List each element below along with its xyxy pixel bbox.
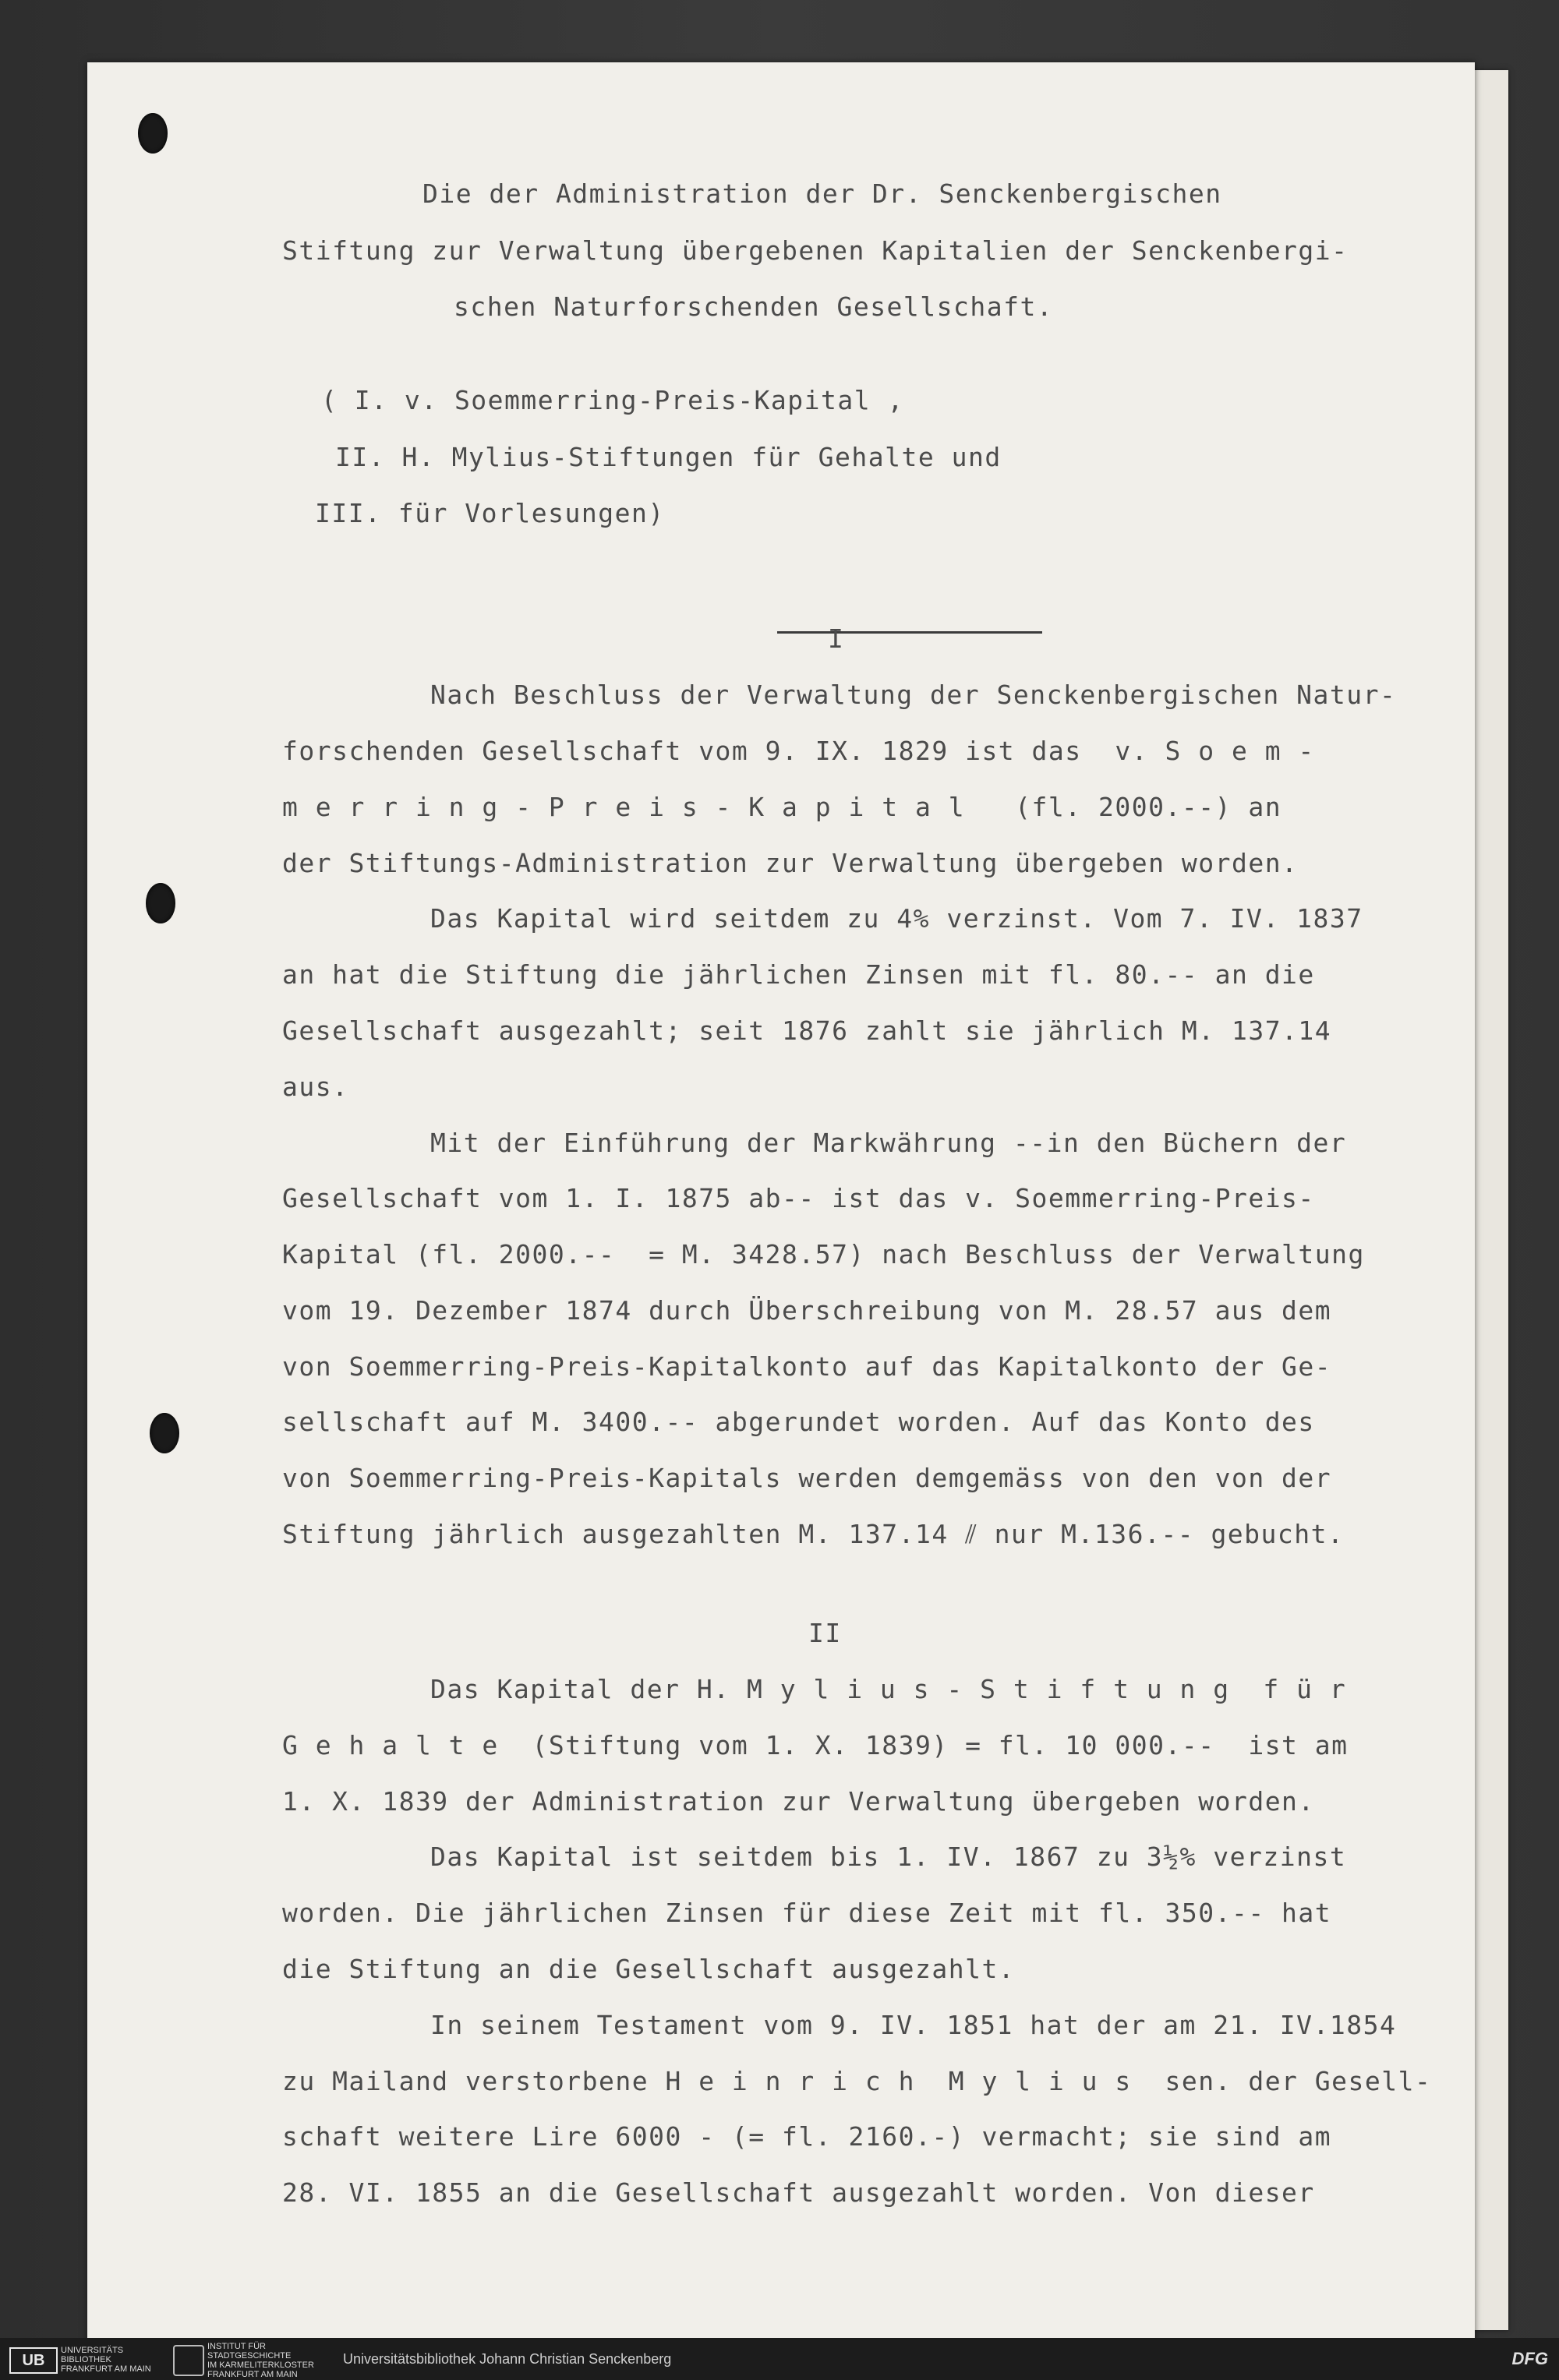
ub-logo: UB: [9, 2347, 58, 2374]
punch-hole-middle: [146, 883, 175, 923]
paragraph-line: In seinem Testament vom 9. IV. 1851 hat der am 21. IV.1854: [430, 2010, 1397, 2040]
paragraph-line: zu Mailand verstorbene H e i n r i c h M y l i u s sen. der Gesell-: [282, 2066, 1432, 2096]
institut-seal-icon: [173, 2345, 204, 2376]
paragraph-line: m e r r i n g - P r e i s - K a p i t a l (fl. 2000.--) an: [282, 792, 1282, 822]
punch-hole-top: [138, 113, 168, 154]
subheading-line-2: II. H. Mylius-Stiftungen für Gehalte und: [335, 442, 1002, 472]
dfg-logo: DFG: [1511, 2349, 1548, 2368]
paragraph-line: forschenden Gesellschaft vom 9. IX. 1829 ist das v. S o e m -: [282, 736, 1315, 766]
paragraph-line: die Stiftung an die Gesellschaft ausgezahlt.: [282, 1954, 1016, 1984]
viewer-footer: [0, 2338, 1559, 2380]
subheading-line-1: ( I. v. Soemmerring-Preis-Kapital ,: [321, 385, 904, 415]
heading-line-3: schen Naturforschenden Gesellschaft.: [454, 291, 1054, 322]
paragraph-line: der Stiftungs-Administration zur Verwaltung übergeben worden.: [282, 848, 1299, 878]
paragraph-line: G e h a l t e (Stiftung vom 1. X. 1839) = fl. 10 000.-- ist am: [282, 1730, 1349, 1760]
paragraph-line: schaft weitere Lire 6000 - (= fl. 2160.-) vermacht; sie sind am: [282, 2121, 1332, 2152]
punch-hole-bottom: [150, 1413, 179, 1453]
paragraph-line: Gesellschaft vom 1. I. 1875 ab-- ist das v. Soemmerring-Preis-: [282, 1183, 1315, 1213]
paragraph-line: Das Kapital wird seitdem zu 4% verzinst. Vom 7. IV. 1837: [430, 903, 1363, 934]
heading-line-1: Die der Administration der Dr. Senckenbergischen: [422, 178, 1222, 209]
paragraph-line: an hat die Stiftung die jährlichen Zinsen mit fl. 80.-- an die: [282, 959, 1315, 990]
heading-line-2: Stiftung zur Verwaltung übergebenen Kapitalien der Senckenbergi-: [282, 235, 1349, 266]
heading-rule: [777, 631, 1042, 634]
paragraph-line: Mit der Einführung der Markwährung --in den Büchern der: [430, 1128, 1347, 1158]
paragraph-line: von Soemmerring-Preis-Kapitalkonto auf das Kapitalkonto der Ge-: [282, 1351, 1332, 1382]
paragraph-line: Das Kapital ist seitdem bis 1. IV. 1867 zu 3½% verzinst: [430, 1841, 1347, 1872]
paragraph-line: 1. X. 1839 der Administration zur Verwaltung übergeben worden.: [282, 1786, 1315, 1817]
paragraph-line: Stiftung jährlich ausgezahlten M. 137.14 ⫽ nur M.136.-- gebucht.: [282, 1519, 1345, 1549]
paragraph-line: von Soemmerring-Preis-Kapitals werden demgemäss von den von der: [282, 1463, 1332, 1493]
institut-logo-text: INSTITUT FÜR STADTGESCHICHTE IM KARMELITERKLOSTER FRANKFURT AM MAIN: [207, 2342, 314, 2379]
subheading-line-3: III. für Vorlesungen): [315, 498, 665, 528]
paragraph-line: aus.: [282, 1072, 349, 1102]
paragraph-line: Gesellschaft ausgezahlt; seit 1876 zahlt sie jährlich M. 137.14: [282, 1015, 1332, 1046]
paragraph-line: worden. Die jährlichen Zinsen für diese Zeit mit fl. 350.-- hat: [282, 1898, 1332, 1928]
section-number-1: I: [828, 623, 845, 654]
paragraph-line: vom 19. Dezember 1874 durch Überschreibung von M. 28.57 aus dem: [282, 1295, 1332, 1326]
document-page: [87, 62, 1475, 2344]
paragraph-line: Das Kapital der H. M y l i u s - S t i f t u n g f ü r: [430, 1674, 1347, 1704]
paragraph-line: Kapital (fl. 2000.-- = M. 3428.57) nach Beschluss der Verwaltung: [282, 1239, 1365, 1269]
paragraph-line: sellschaft auf M. 3400.-- abgerundet worden. Auf das Konto des: [282, 1407, 1315, 1437]
library-name: Universitätsbibliothek Johann Christian Senckenberg: [343, 2351, 672, 2367]
paragraph-line: Nach Beschluss der Verwaltung der Senckenbergischen Natur-: [430, 680, 1397, 710]
paragraph-line: 28. VI. 1855 an die Gesellschaft ausgezahlt worden. Von dieser: [282, 2177, 1315, 2208]
ub-logo-text: UNIVERSITÄTS BIBLIOTHEK FRANKFURT AM MAIN: [61, 2346, 151, 2374]
section-number-2: II: [808, 1618, 842, 1648]
